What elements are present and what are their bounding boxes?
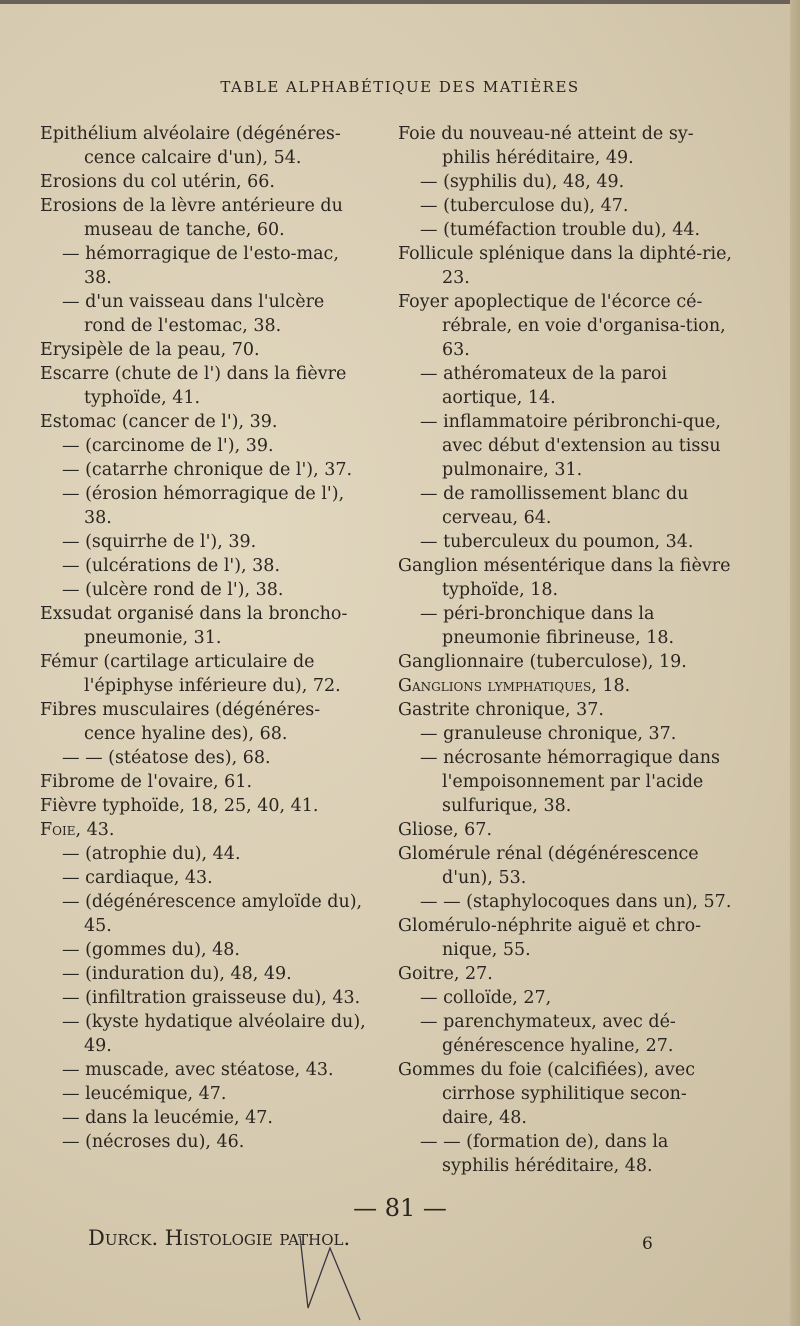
- index-entry: — — (formation de), dans la syphilis héréditaire, 48.: [420, 1132, 669, 1176]
- index-entry: — (nécroses du), 46.: [62, 1132, 245, 1152]
- index-entry: — (dégénérescence amyloïde du), 45.: [62, 892, 363, 936]
- index-entry: Gastrite chronique, 37.: [398, 700, 604, 720]
- index-entry: — (carcinome de l'), 39.: [62, 436, 274, 456]
- index-entry: Ganglionnaire (tuberculose), 19.: [398, 652, 687, 672]
- index-entry: — granuleuse chronique, 37.: [420, 724, 677, 744]
- index-column-right: [398, 122, 736, 1178]
- index-entry: — muscade, avec stéatose, 43.: [62, 1060, 334, 1080]
- index-entry: — inflammatoire péribronchi-que, avec début d'extension au tissu pulmonaire, 31.: [420, 412, 721, 480]
- index-entry: Foyer apoplectique de l'écorce cé-rébrale, en voie d'organisa-tion, 63.: [398, 292, 726, 360]
- index-entry: Fibrome de l'ovaire, 61.: [40, 772, 253, 792]
- index-entry: — (tuberculose du), 47.: [420, 196, 629, 216]
- page-edge: [790, 0, 800, 1326]
- index-entry: — (induration du), 48, 49.: [62, 964, 292, 984]
- index-entry: — dans la leucémie, 47.: [62, 1108, 273, 1128]
- index-entry: Exsudat organisé dans la broncho-pneumonie, 31.: [40, 604, 348, 648]
- index-entry: — parenchymateux, avec dé-générescence hyaline, 27.: [420, 1012, 676, 1056]
- index-entry: — (catarrhe chronique de l'), 37.: [62, 460, 353, 480]
- index-entry: — (infiltration graisseuse du), 43.: [62, 988, 361, 1008]
- index-entry: — (érosion hémorragique de l'), 38.: [62, 484, 345, 528]
- index-entry: Follicule splénique dans la diphté-rie, 23.: [398, 244, 732, 288]
- index-entry: — (squirrhe de l'), 39.: [62, 532, 257, 552]
- top-border: [0, 0, 800, 4]
- index-entry: Escarre (chute de l') dans la fièvre typhoïde, 41.: [40, 364, 347, 408]
- index-entry: — (ulcérations de l'), 38.: [62, 556, 281, 576]
- index-entry: — (tuméfaction trouble du), 44.: [420, 220, 701, 240]
- index-entry: Ganglion mésentérique dans la fièvre typhoïde, 18.: [398, 556, 731, 600]
- index-entry: — leucémique, 47.: [62, 1084, 227, 1104]
- index-entry: — cardiaque, 43.: [62, 868, 213, 888]
- index-entry: — hémorragique de l'esto-mac, 38.: [62, 244, 339, 288]
- index-entry: Gliose, 67.: [398, 820, 493, 840]
- index-entry: Ganglions lymphatiques, 18.: [398, 676, 631, 696]
- index-entry: Fémur (cartilage articulaire de l'épiphyse inférieure du), 72.: [40, 652, 341, 696]
- index-entry: Gommes du foie (calcifiées), avec cirrhose syphilitique secon-daire, 48.: [398, 1060, 696, 1128]
- index-entry: Estomac (cancer de l'), 39.: [40, 412, 278, 432]
- index-entry: Foie, 43.: [40, 820, 115, 840]
- index-entry: — tuberculeux du poumon, 34.: [420, 532, 694, 552]
- index-entry: Erysipèle de la peau, 70.: [40, 340, 260, 360]
- running-title: Durck. Histologie pathol.: [88, 1226, 351, 1250]
- index-entry: Glomérule rénal (dégénérescence d'un), 53.: [398, 844, 699, 888]
- index-entry: — (atrophie du), 44.: [62, 844, 241, 864]
- index-column-left: [40, 122, 370, 1154]
- index-entry: Epithélium alvéolaire (dégénéres-cence calcaire d'un), 54.: [40, 124, 341, 168]
- index-entry: Foie du nouveau-né atteint de sy-philis héréditaire, 49.: [398, 124, 694, 168]
- ink-mark-icon: [290, 1228, 380, 1323]
- index-entry: — nécrosante hémorragique dans l'empoisonnement par l'acide sulfurique, 38.: [420, 748, 721, 816]
- index-entry: — — (stéatose des), 68.: [62, 748, 271, 768]
- signature-mark: 6: [642, 1234, 653, 1254]
- index-entry: Fièvre typhoïde, 18, 25, 40, 41.: [40, 796, 319, 816]
- index-entry: — (ulcère rond de l'), 38.: [62, 580, 284, 600]
- index-entry: Erosions de la lèvre antérieure du museau de tanche, 60.: [40, 196, 343, 240]
- index-entry: — (gommes du), 48.: [62, 940, 240, 960]
- index-entry: — athéromateux de la paroi aortique, 14.: [420, 364, 668, 408]
- index-entry: Goitre, 27.: [398, 964, 493, 984]
- index-entry: — (kyste hydatique alvéolaire du), 49.: [62, 1012, 366, 1056]
- index-entry: — péri-bronchique dans la pneumonie fibrineuse, 18.: [420, 604, 675, 648]
- index-entry: Erosions du col utérin, 66.: [40, 172, 275, 192]
- index-entry: — (syphilis du), 48, 49.: [420, 172, 625, 192]
- page-header: TABLE ALPHABÉTIQUE DES MATIÈRES: [220, 78, 580, 96]
- index-entry: Glomérulo-néphrite aiguë et chro-nique, 55.: [398, 916, 702, 960]
- index-entry: — — (staphylocoques dans un), 57.: [420, 892, 732, 912]
- index-entry: Fibres musculaires (dégénéres-cence hyaline des), 68.: [40, 700, 321, 744]
- index-entry: — de ramollissement blanc du cerveau, 64.: [420, 484, 689, 528]
- index-entry: — d'un vaisseau dans l'ulcère rond de l'estomac, 38.: [62, 292, 325, 336]
- page-number: — 81 —: [353, 1194, 447, 1222]
- index-entry: — colloïde, 27,: [420, 988, 552, 1008]
